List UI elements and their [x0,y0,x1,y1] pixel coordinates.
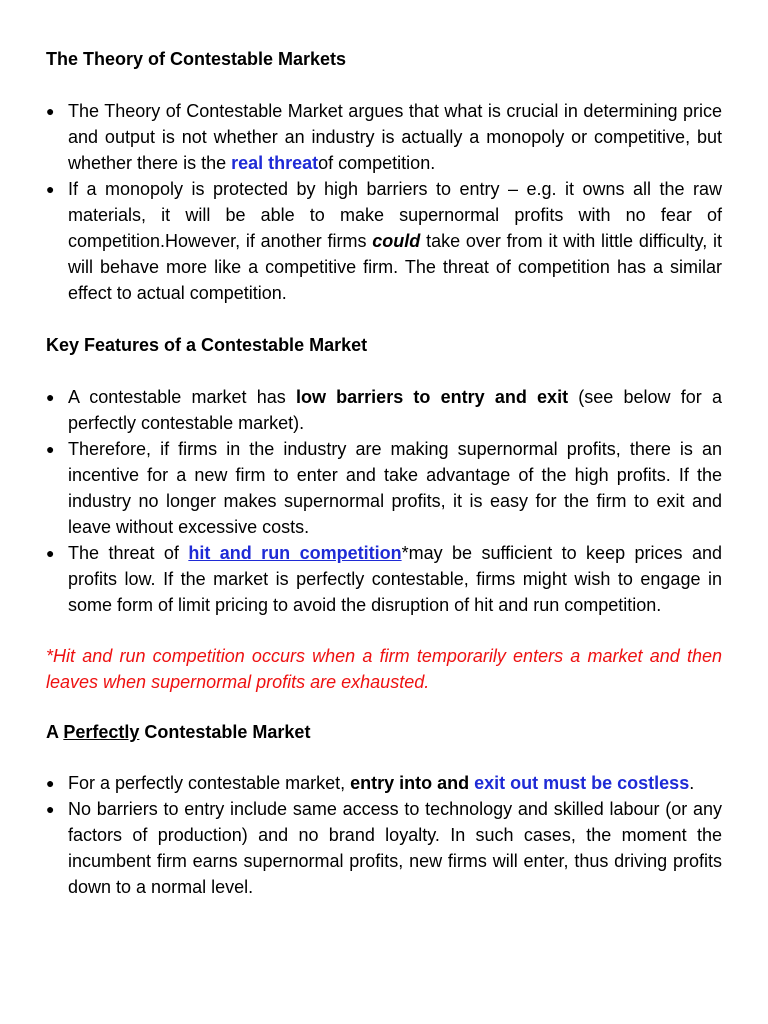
list-item: ● A contestable market has low barriers to entry and exit (see below for a perfectly contestable market). [46,384,722,436]
section-title-theory: The Theory of Contestable Markets [46,49,347,69]
bold-low-barriers: low barriers to entry and exit [295,387,569,407]
emphasis-could: could [372,231,421,251]
section-title-key-features: Key Features of a Contestable Market [46,335,368,355]
bullet-icon: ● [46,103,55,119]
bullet-icon: ● [46,389,55,405]
bold-entry-into: entry into and [350,773,475,793]
list-item: ● Therefore, if firms in the industry are making supernormal profits, there is an incentive for a new firm to enter and take advantage of the high profits. If the industry no longer makes supernormal profits, it is easy for the firm to exit and leave without excessive costs. [46,436,722,540]
bullet-icon: ● [46,775,55,791]
key-features-bullet-list [46,384,722,618]
bullet-icon: ● [46,181,55,197]
bullet-icon: ● [46,441,55,457]
list-item: ● For a perfectly contestable market, entry into and exit out must be costless. [46,770,722,796]
perfectly-contestable-bullet-list [46,770,722,900]
section-title-perfectly-contestable: A Perfectly Contestable Market [46,722,311,742]
highlight-exit-costless: exit out must be costless [474,773,690,793]
highlight-real-threat: real threat [231,153,319,173]
underlined-perfectly: Perfectly [63,722,140,742]
list-item: ● The Theory of Contestable Market argues that what is crucial in determining price and output is not whether an industry is actually a monopoly or competitive, but whether there is the real threatof competition. [46,98,722,176]
bullet-icon: ● [46,545,55,561]
bullet-icon: ● [46,801,55,817]
list-item: ● No barriers to entry include same access to technology and skilled labour (or any factors of production) and no brand loyalty. In such cases, the moment the incumbent firm earns supernormal profits, new firms will enter, thus driving profits down to a normal level. [46,796,722,900]
hit-and-run-link[interactable]: hit and run competition [188,543,402,563]
list-item: ● The threat of hit and run competition*may be sufficient to keep prices and profits low. If the market is perfectly contestable, firms might wish to engage in some form of limit pricing to avoid the disruption of hit and run competition. [46,540,722,618]
theory-bullet-list [46,98,722,306]
list-item: ● If a monopoly is protected by high barriers to entry – e.g. it owns all the raw materials, it will be able to make supernormal profits with no fear of competition.However, if another firms could take over from it with little difficulty, it will behave more like a competitive firm. The threat of competition has a similar effect to actual competition. [46,176,722,306]
footnote-hit-and-run: *Hit and run competition occurs when a firm temporarily enters a market and then leaves when supernormal profits are exhausted. [46,646,722,692]
